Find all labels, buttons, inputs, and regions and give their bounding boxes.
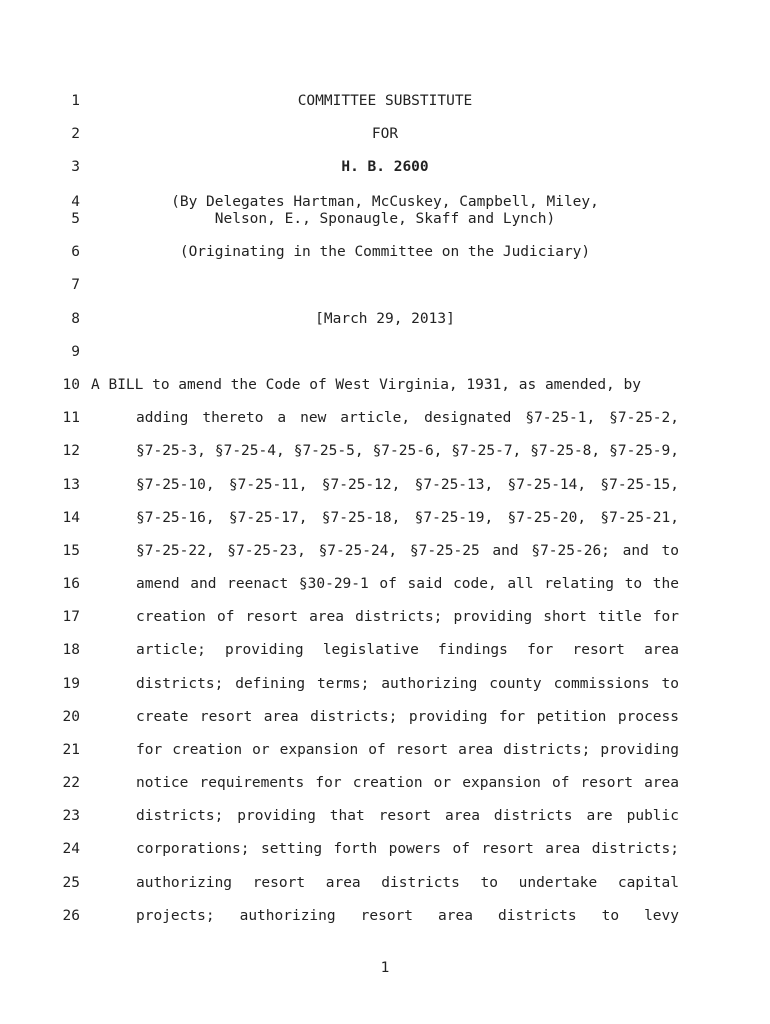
line-number: 13 — [62, 477, 80, 493]
bill-text-line: §7-25-3, §7-25-4, §7-25-5, §7-25-6, §7-25-7, §7-25-8, §7-25-9, — [136, 443, 679, 459]
bill-text-line: notice requirements for creation or expansion of resort area — [136, 775, 679, 791]
line-number: 4 — [71, 194, 80, 210]
line-number: 19 — [62, 676, 80, 692]
bill-text-line: corporations; setting forth powers of resort area districts; — [136, 841, 679, 857]
line-number: 9 — [71, 344, 80, 360]
line-number: 17 — [62, 609, 80, 625]
document-heading-for: FOR — [371, 126, 399, 142]
bill-text-line: §7-25-10, §7-25-11, §7-25-12, §7-25-13, §7-25-14, §7-25-15, — [136, 477, 679, 493]
line-number: 14 — [62, 510, 80, 526]
bill-text-line: projects; authorizing resort area districts to levy — [136, 908, 679, 924]
page-number: 1 — [380, 960, 390, 976]
bill-text-line: A BILL to amend the Code of West Virginia, 1931, as amended, by — [91, 377, 641, 393]
line-number: 16 — [62, 576, 80, 592]
line-number: 20 — [62, 709, 80, 725]
line-number: 26 — [62, 908, 80, 924]
bill-text-line: districts; providing that resort area districts are public — [136, 808, 679, 824]
line-number: 22 — [62, 775, 80, 791]
line-number: 8 — [71, 311, 80, 327]
line-number: 23 — [62, 808, 80, 824]
line-number: 2 — [71, 126, 80, 142]
line-number: 11 — [62, 410, 80, 426]
line-number: 1 — [71, 93, 80, 109]
line-number: 6 — [71, 244, 80, 260]
line-number: 24 — [62, 841, 80, 857]
bill-text-line: creation of resort area districts; providing short title for — [136, 609, 679, 625]
bill-text-line: article; providing legislative findings for resort area — [136, 642, 679, 658]
line-number: 15 — [62, 543, 80, 559]
line-number: 21 — [62, 742, 80, 758]
document-heading: COMMITTEE SUBSTITUTE — [297, 93, 473, 109]
bill-text-line: §7-25-22, §7-25-23, §7-25-24, §7-25-25 and §7-25-26; and to — [136, 543, 679, 559]
line-number: 5 — [71, 211, 80, 227]
line-number: 25 — [62, 875, 80, 891]
bill-text-line: districts; defining terms; authorizing county commissions to — [136, 676, 679, 692]
bill-date: [March 29, 2013] — [315, 311, 455, 327]
origin-line: (Originating in the Committee on the Judiciary) — [179, 244, 591, 260]
line-number: 7 — [71, 277, 80, 293]
bill-text-line: adding thereto a new article, designated §7-25-1, §7-25-2, — [136, 410, 679, 426]
line-number: 10 — [62, 377, 80, 393]
bill-text-line: amend and reenact §30-29-1 of said code, all relating to the — [136, 576, 679, 592]
sponsors-line-2: Nelson, E., Sponaugle, Skaff and Lynch) — [214, 211, 556, 227]
sponsors-line-1: (By Delegates Hartman, McCuskey, Campbell, Miley, — [171, 194, 599, 210]
bill-text-line: create resort area districts; providing for petition process — [136, 709, 679, 725]
bill-text-line: §7-25-16, §7-25-17, §7-25-18, §7-25-19, §7-25-20, §7-25-21, — [136, 510, 679, 526]
bill-text-line: authorizing resort area districts to undertake capital — [136, 875, 679, 891]
line-number: 18 — [62, 642, 80, 658]
bill-text-line: for creation or expansion of resort area districts; providing — [136, 742, 679, 758]
line-number: 3 — [71, 159, 80, 175]
line-number: 12 — [62, 443, 80, 459]
bill-number: H. B. 2600 — [341, 159, 429, 175]
